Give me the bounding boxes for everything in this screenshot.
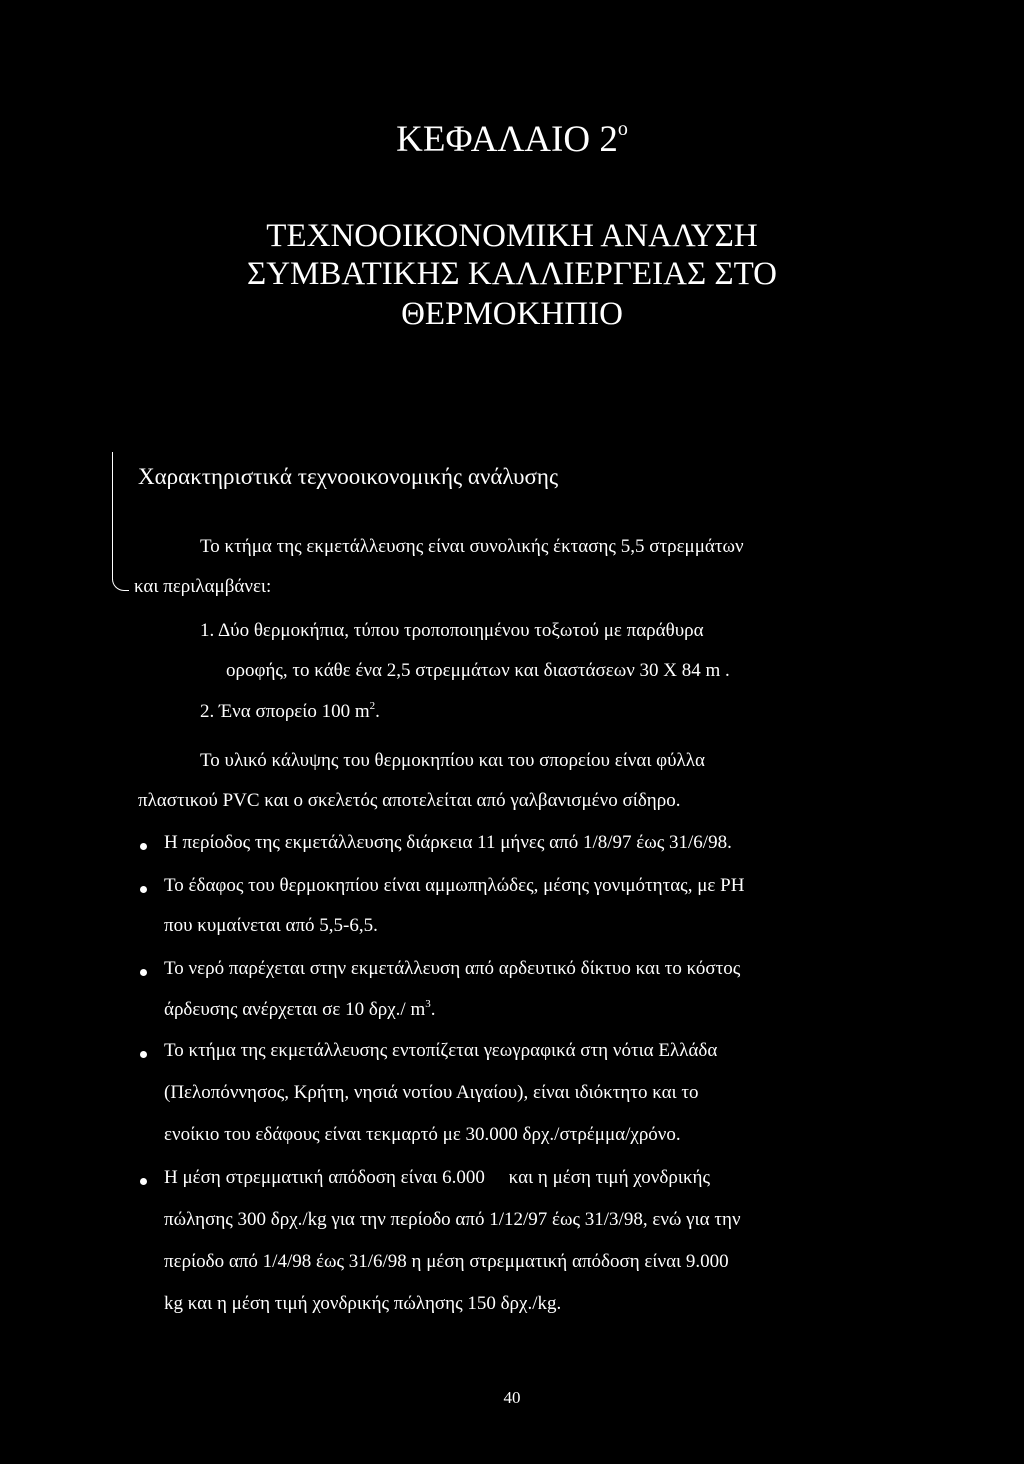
bullet-3-line-1: Το νερό παρέχεται στην εκμετάλλευση από αρδευτικό δίκτυο και το κόστος	[164, 958, 741, 979]
chapter-title-line-3: ΘΕΡΜΟΚΗΠΙΟ	[401, 296, 623, 332]
bullet-dot	[140, 969, 147, 976]
intro-line-1: Το κτήμα της εκμετάλλευσης είναι συνολικής έκτασης 5,5 στρεμμάτων	[200, 536, 744, 557]
bullet-2-line-2: που κυμαίνεται από 5,5-6,5.	[164, 915, 378, 936]
bullet-4-line-1: Το κτήμα της εκμετάλλευσης εντοπίζεται γεωγραφικά στη νότια Ελλάδα	[164, 1040, 718, 1061]
chapter-label: ΚΕΦΑΛΑΙΟ $2^o$	[396, 118, 628, 160]
list-item-1-line-1: 1. Δύο θερμοκήπια, τύπου τροποποιημένου τοξωτού με παράθυρα	[200, 620, 704, 641]
page-number: 40	[503, 1388, 521, 1407]
bullet-5-line-3: περίοδο από 1/4/98 έως 31/6/98 η μέση στρεμματική απόδοση είναι 9.000	[164, 1251, 729, 1272]
bullet-dot	[140, 886, 147, 893]
bullet-5-line-2: πώλησης 300 δρχ./kg για την περίοδο από 1/12/97 έως 31/3/98, ενώ για την	[164, 1209, 741, 1230]
chapter-superscript: ο	[617, 118, 628, 140]
cover-line-1: Το υλικό κάλυψης του θερμοκηπίου και του σπορείου είναι φύλλα	[200, 750, 705, 771]
margin-mark	[112, 452, 113, 580]
bullet-dot	[140, 1051, 147, 1058]
bullet-1-text: Η περίοδος της εκμετάλλευσης διάρκεια 11 μήνες από 1/8/97 έως 31/6/98.	[164, 832, 732, 853]
margin-mark-tail	[112, 578, 129, 591]
bullet-dot	[140, 843, 147, 850]
chapter-title-line-2: ΣΥΜΒΑΤΙΚΗΣ ΚΑΛΛΙΕΡΓΕΙΑΣ ΣΤΟ	[247, 256, 777, 292]
bullet-2-line-1: Το έδαφος του θερμοκηπίου είναι αμμωπηλώδες, μέσης γονιμότητας, με PH	[164, 875, 745, 896]
bullet-dot	[140, 1178, 147, 1185]
bullet-3-line-2: άρδευσης ανέρχεται σε 10 δρχ./ $m^3$.	[164, 998, 436, 1020]
intro-line-2: και περιλαμβάνει:	[134, 576, 272, 597]
list-item-1-line-2: οροφής, το κάθε ένα 2,5 στρεμμάτων και διαστάσεων 30 Χ 84 m .	[226, 660, 730, 681]
chapter-title-line-1: ΤΕΧΝΟΟΙΚΟΝΟΜΙΚΗ ΑΝΑΛΥΣΗ	[266, 218, 758, 254]
bullet-4-line-3: ενοίκιο του εδάφους είναι τεκμαρτό με 30.000 δρχ./στρέμμα/χρόνο.	[164, 1124, 681, 1145]
section-heading: Χαρακτηριστικά τεχνοοικονομικής ανάλυσης	[138, 464, 559, 489]
bullet-4-line-2: (Πελοπόννησος, Κρήτη, νησιά νοτίου Αιγαίου), είναι ιδιόκτητο και το	[164, 1082, 699, 1103]
list-item-2: 2. Ένα σπορείο 100 $m^2$.	[200, 700, 380, 722]
bullet-5-line-4: kg και η μέση τιμή χονδρικής πώλησης 150 δρχ./kg.	[164, 1293, 562, 1314]
cover-line-2: πλαστικού PVC και ο σκελετός αποτελείται από γαλβανισμένο σίδηρο.	[138, 790, 681, 811]
bullet-5-line-1: Η μέση στρεμματική απόδοση είναι 6.000 και η μέση τιμή χονδρικής	[164, 1167, 710, 1188]
